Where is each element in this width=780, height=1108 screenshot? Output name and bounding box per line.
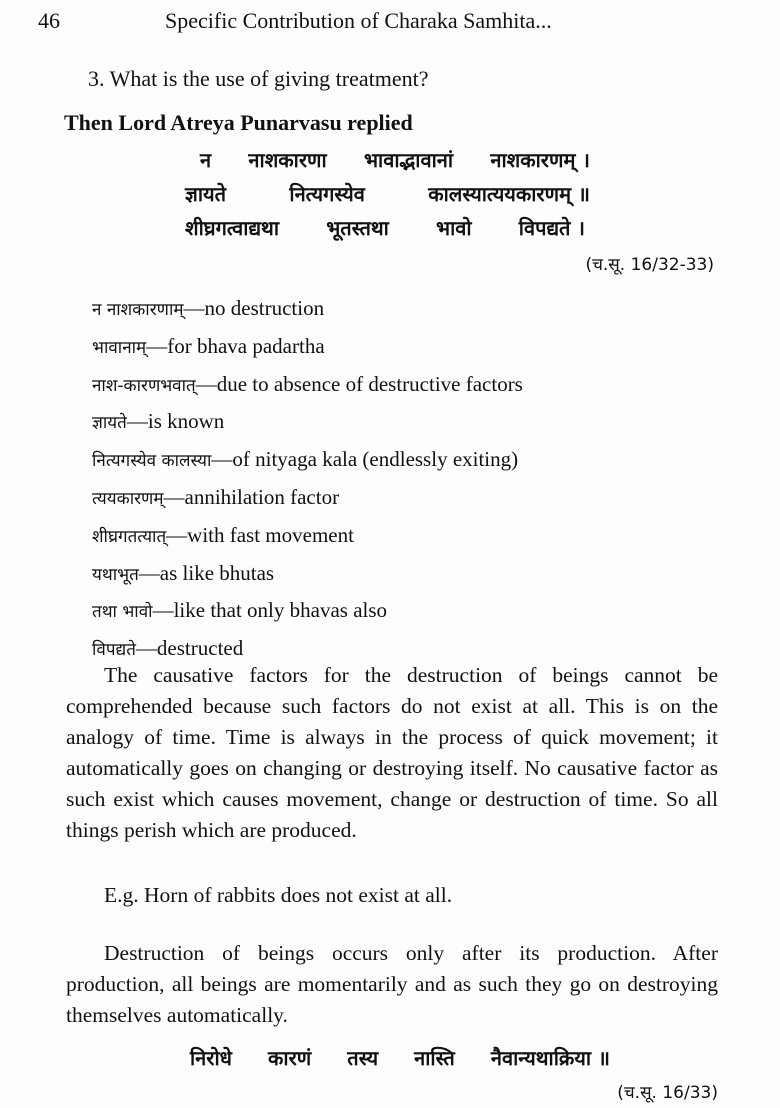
question: 3. What is the use of giving treatment? xyxy=(88,66,429,91)
glossary-meaning: —no destruction xyxy=(183,296,325,320)
glossary-item xyxy=(92,523,354,548)
section-heading: Then Lord Atreya Punarvasu replied xyxy=(64,110,413,135)
verse-word: नैवान्यथाक्रिया ॥ xyxy=(490,1046,610,1070)
verse-word: नित्यगस्येव xyxy=(289,182,365,206)
glossary-term: तथा भावो xyxy=(92,602,153,623)
glossary-meaning: —destructed xyxy=(135,636,244,661)
glossary-meaning: —with fast movement xyxy=(166,522,354,547)
verse-word: नाशकारणम् । xyxy=(490,148,590,172)
verse-word: ज्ञायते xyxy=(185,182,226,206)
verse-word: नाशकारणा xyxy=(248,148,327,172)
glossary-meaning: —is known xyxy=(126,409,225,434)
verse-word: कारणं xyxy=(268,1046,312,1070)
glossary-term: विपद्यते xyxy=(92,640,136,661)
glossary-item xyxy=(92,447,518,472)
verse-reference: (च.सू. 16/33) xyxy=(617,1083,718,1103)
verse-word: शीघ्रगत्वाद्यथा xyxy=(185,216,280,240)
glossary-item xyxy=(92,372,523,397)
verse-line xyxy=(185,180,590,207)
glossary-meaning: —of nityaga kala (endlessly exiting) xyxy=(211,447,519,472)
glossary-term: न नाशकारणाम् xyxy=(92,300,184,320)
glossary-item xyxy=(92,598,387,623)
glossary-meaning: —for bhava padartha xyxy=(146,333,325,358)
verse-line xyxy=(200,146,590,173)
glossary-item xyxy=(92,334,325,359)
glossary-item xyxy=(92,296,324,321)
glossary-meaning: —as like bhutas xyxy=(138,560,275,585)
glossary-term: ज्ञायते xyxy=(92,413,127,434)
glossary-meaning: —due to absence of destructive factors xyxy=(195,371,523,396)
verse-word: नास्ति xyxy=(414,1046,455,1070)
glossary-term: यथाभूत xyxy=(92,564,139,585)
glossary-term: भावानाम् xyxy=(92,337,147,358)
sanskrit-verse xyxy=(190,1044,610,1071)
glossary-item xyxy=(92,561,274,586)
glossary-item xyxy=(92,409,224,434)
glossary-term: नाश-कारणभवात् xyxy=(92,375,196,396)
glossary-meaning: —annihilation factor xyxy=(163,485,340,509)
paragraph: Destruction of beings occurs only after its production. After production, all beings are momentarily and as such they go on destroying themselves automatically. xyxy=(66,941,718,1027)
verse-word: भावाद्भावानां xyxy=(363,148,454,172)
verse-word: विपद्यते । xyxy=(518,216,585,240)
glossary-term: शीघ्रगतत्यात् xyxy=(92,526,167,547)
example-line: E.g. Horn of rabbits does not exist at all. xyxy=(104,883,453,907)
verse-line xyxy=(185,214,585,241)
verse-word: भूतस्तथा xyxy=(326,216,389,240)
verse-word: तस्य xyxy=(347,1046,379,1070)
paragraph: The causative factors for the destruction of beings cannot be comprehended because such factors do not exist at all. This is on the analogy of time. Time is always in the process of quick movement; it automatically goes on changing or destroying itself. No causative factor as such exist which causes movement, change or destruction of time. So all things perish which are produced. xyxy=(66,663,718,842)
verse-reference: (च.सू. 16/32-33) xyxy=(585,255,714,275)
verse-word: न xyxy=(200,148,212,172)
glossary-meaning: —like that only bhavas also xyxy=(152,598,388,623)
verse-word: भावो xyxy=(436,216,472,240)
running-title: Specific Contribution of Charaka Samhita... xyxy=(165,8,552,33)
glossary-item xyxy=(92,636,243,661)
page-number: 46 xyxy=(38,8,60,33)
glossary-item xyxy=(92,485,339,510)
glossary-term: नित्यगस्येव कालस्या xyxy=(92,451,212,472)
verse-word: कालस्यात्ययकारणम् ॥ xyxy=(428,182,590,206)
glossary-term: त्ययकारणम् xyxy=(92,489,164,509)
verse-word: निरोधे xyxy=(190,1046,232,1070)
